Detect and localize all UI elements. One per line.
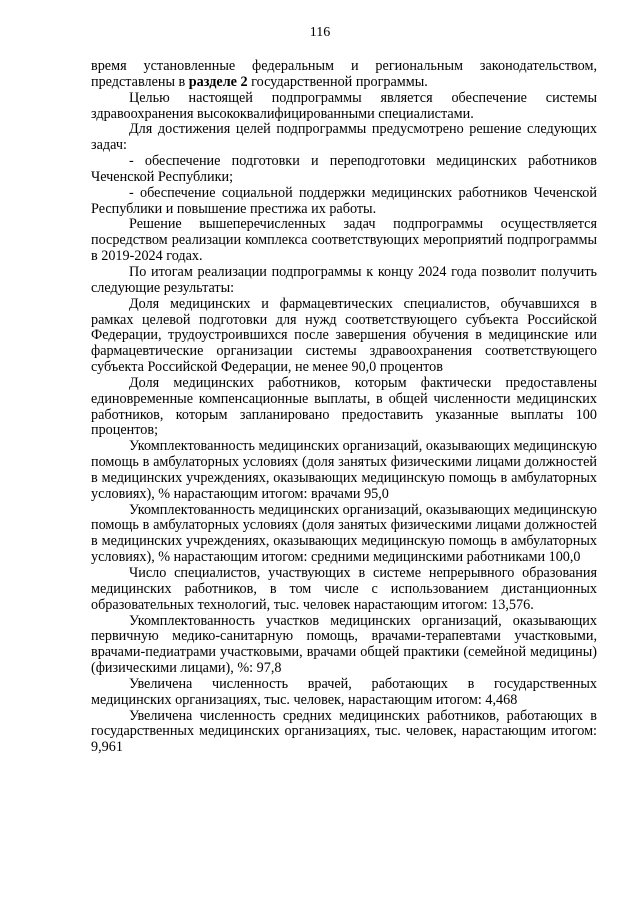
paragraph-text: Целью настоящей подпрограммы является обеспечение системы здравоохранения высококвалифицированными специалистами. [91,89,597,122]
paragraph [91,709,597,757]
paragraph-text: По итогам реализации подпрограммы к концу 2024 года позволит получить следующие результаты: [91,263,597,296]
paragraph [91,217,597,265]
paragraph-text: Укомплектованность медицинских организаций, оказывающих медицинскую помощь в амбулаторных условиях (доля занятых физическими лицами должностей в медицинских учреждениях, оказывающих медицинскую помощь в амбулаторных условиях), % нарастающим итогом: средними медицинскими работниками 100,0 [91,501,597,566]
paragraph [91,503,597,566]
paragraph [91,614,597,677]
paragraph-text: Число специалистов, участвующих в системе непрерывного образования медицинских работников, в том числе с использованием дистанционных образовательных технологий, тыс. человек нарастающим итогом: 13,576. [91,565,597,613]
paragraph-text: Увеличена численность средних медицинских работников, работающих в государственных медицинских организациях, тыс. человек, нарастающим итогом: 9,961 [91,707,597,756]
bold-text: разделе 2 [188,73,248,90]
paragraph-text: время установленные федеральным и региональным законодательством, представлены в [91,58,597,90]
paragraph-text: Решение вышеперечисленных задач подпрограммы осуществляется посредством реализации комплекса соответствующих мероприятий подпрограммы в 2019-2024 годах. [91,216,597,265]
paragraph [91,122,597,154]
paragraph-text: Доля медицинских и фармацевтических специалистов, обучавшихся в рамках целевой подготовки для нужд соответствующего субъекта Российской Федерации, трудоустроившихся после завершения обучения в медицинские или фармацевтические организации системы здравоохранения соответствующего субъекта Российской Федерации, не менее 90,0 процентов [91,295,597,376]
list-item [91,186,597,218]
paragraph-text: Увеличена численность врачей, работающих в государственных медицинских организациях, тыс. человек, нарастающим итогом: 4,468 [91,675,597,708]
paragraph-text: - обеспечение подготовки и переподготовки медицинских работников Чеченской Республики; [91,153,597,185]
paragraph [91,59,597,91]
paragraph-text: - обеспечение социальной поддержки медицинских работников Чеченской Республики и повышение престижа их работы. [91,184,597,217]
paragraph-text: государственной программы. [247,73,428,90]
paragraph-text: Укомплектованность медицинских организаций, оказывающих медицинскую помощь в амбулаторных условиях (доля занятых физическими лицами должностей в медицинских учреждениях, оказывающих медицинскую помощь в амбулаторных условиях), % нарастающим итогом: врачами 95,0 [91,438,597,502]
paragraph [91,376,597,439]
document-body [91,59,597,756]
paragraph-text: Для достижения целей подпрограммы предусмотрено решение следующих задач: [91,121,597,154]
paragraph [91,91,597,123]
paragraph-text: Доля медицинских работников, которым фактически предоставлены единовременные компенсационные выплаты, в общей численности медицинских работников, которым запланировано предоставить указанные выплаты 100 процентов; [91,374,597,439]
list-item [91,154,597,186]
paragraph [91,297,597,376]
paragraph-text: Укомплектованность участков медицинских организаций, оказывающих первичную медико-санитарную помощь, врачами-терапевтами участковыми, врачами-педиатрами участковыми, врачами общей практики (семейной медицины) (физическими лицами), %: 97,8 [91,612,597,677]
paragraph [91,439,597,502]
paragraph [91,566,597,614]
page-number: 116 [309,25,331,40]
paragraph [91,677,597,709]
paragraph [91,265,597,297]
